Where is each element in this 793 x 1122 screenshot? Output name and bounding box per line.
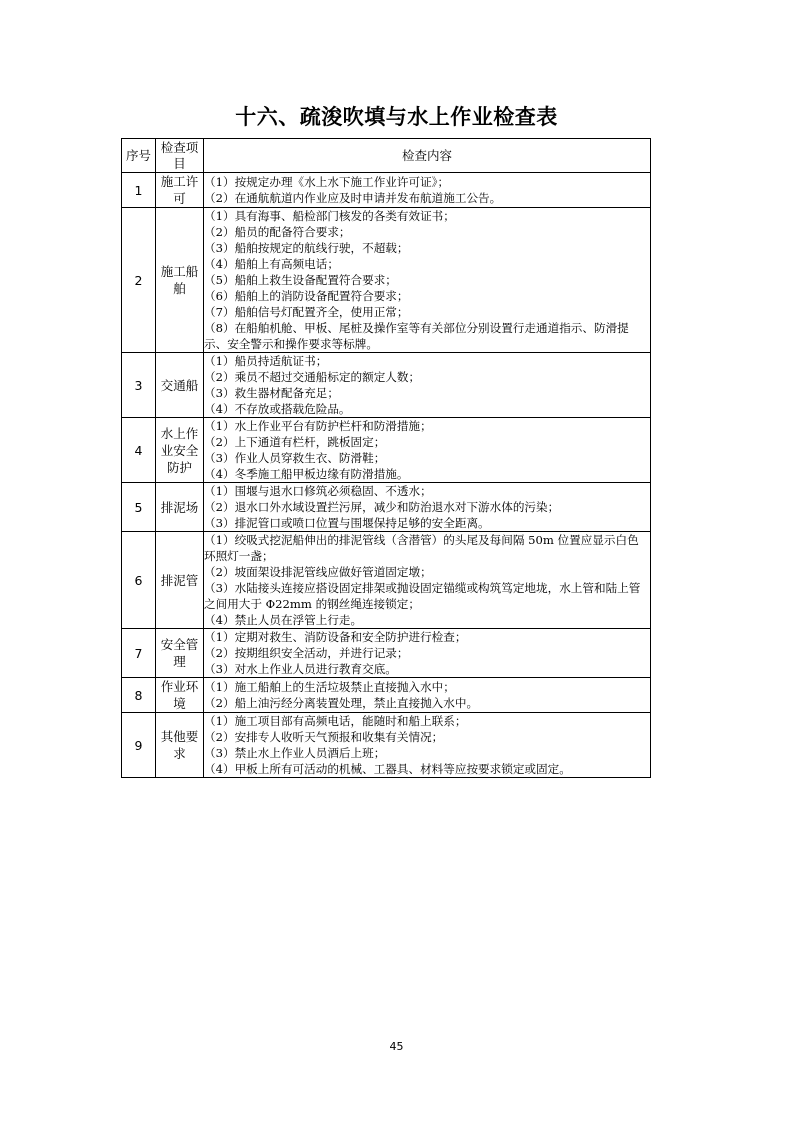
row-content — [204, 353, 651, 418]
row-content — [204, 678, 651, 713]
row-item: 安全管理 — [156, 629, 204, 678]
table-row — [122, 173, 651, 208]
table-row — [122, 418, 651, 483]
row-item: 作业环境 — [156, 678, 204, 713]
row-content — [204, 173, 651, 208]
header-seq: 序号 — [122, 139, 156, 173]
page-title: 十六、疏浚吹填与水上作业检查表 — [235, 105, 558, 129]
content-line: （1）施工项目部有高频电话，能随时和船上联系； — [204, 714, 467, 728]
content-line: （1）施工船舶上的生活垃圾禁止直接抛入水中； — [204, 680, 455, 694]
content-line: （1）水上作业平台有防护栏杆和防滑措施； — [204, 419, 432, 433]
row-seq: 6 — [122, 532, 156, 629]
row-item: 排泥管 — [156, 532, 204, 629]
table-row — [122, 483, 651, 532]
row-seq: 2 — [122, 208, 156, 353]
content-line: （4）不存放或搭载危险品。 — [204, 402, 351, 416]
row-item: 施工船舶 — [156, 208, 204, 353]
row-item: 排泥场 — [156, 483, 204, 532]
row-content — [204, 629, 651, 678]
table-row — [122, 208, 651, 353]
row-item: 施工许可 — [156, 173, 204, 208]
table-header-row — [122, 139, 651, 173]
content-line: （3）排泥管口或喷口位置与围堰保持足够的安全距离。 — [204, 516, 490, 530]
content-line: （3）船舶按规定的航线行驶，不超载； — [204, 241, 409, 255]
row-seq: 5 — [122, 483, 156, 532]
page-number: 45 — [389, 1040, 404, 1053]
content-line: （1）定期对救生、消防设备和安全防护进行检查； — [204, 630, 467, 644]
content-line: （2）船员的配备符合要求； — [204, 225, 351, 239]
table-row — [122, 353, 651, 418]
row-item: 交通船 — [156, 353, 204, 418]
content-line: （7）船舶信号灯配置齐全，使用正常； — [204, 305, 409, 319]
content-line: （2）乘员不超过交通船标定的额定人数； — [204, 370, 421, 384]
content-line: （4）禁止人员在浮管上行走。 — [204, 613, 363, 627]
row-item: 其他要求 — [156, 713, 204, 778]
content-line: （2）坡面架设排泥管线应做好管道固定墩； — [204, 565, 432, 579]
content-line: （1）围堰与退水口修筑必须稳固、不透水； — [204, 484, 432, 498]
content-line: （3）救生器材配备充足； — [204, 386, 339, 400]
row-seq: 8 — [122, 678, 156, 713]
content-line: （2）安排专人收听天气预报和收集有关情况； — [204, 730, 444, 744]
row-item: 水上作业安全防护 — [156, 418, 204, 483]
row-seq: 9 — [122, 713, 156, 778]
table-row — [122, 532, 651, 629]
content-line: （4）冬季施工船甲板边缘有防滑措施。 — [204, 467, 409, 481]
row-content — [204, 532, 651, 629]
content-line: （2）上下通道有栏杆，跳板固定； — [204, 435, 386, 449]
row-content — [204, 418, 651, 483]
content-line: （2）退水口外水域设置拦污屏，减少和防治退水对下游水体的污染； — [204, 500, 560, 514]
content-line: （1）按规定办理《水上水下施工作业许可证》； — [204, 175, 450, 189]
content-line: （1）绞吸式挖泥船伸出的排泥管线（含潜管）的头尾及每间隔 50m 位置应显示白色环照灯一盏； — [204, 533, 639, 563]
row-seq: 4 — [122, 418, 156, 483]
row-seq: 7 — [122, 629, 156, 678]
table-row — [122, 713, 651, 778]
content-line: （3）作业人员穿救生衣、防滑鞋； — [204, 451, 386, 465]
table-row — [122, 629, 651, 678]
header-item: 检查项目 — [156, 139, 204, 173]
content-line: （4）船舶上有高频电话； — [204, 257, 339, 271]
content-line: （3）禁止水上作业人员酒后上班； — [204, 746, 386, 760]
row-content — [204, 208, 651, 353]
row-seq: 1 — [122, 173, 156, 208]
content-line: （2）按期组织安全活动，并进行记录； — [204, 646, 409, 660]
content-line: （1）船员持适航证书； — [204, 354, 328, 368]
content-line: （4）甲板上所有可活动的机械、工器具、材料等应按要求锁定或固定。 — [204, 762, 571, 776]
content-line: （3）对水上作业人员进行教育交底。 — [204, 662, 397, 676]
content-line: （2）船上油污经分离装置处理，禁止直接抛入水中。 — [204, 696, 479, 710]
table-row — [122, 678, 651, 713]
content-line: （1）具有海事、船检部门核发的各类有效证书； — [204, 209, 455, 223]
row-content — [204, 713, 651, 778]
inspection-table — [121, 138, 651, 778]
content-line: （5）船舶上救生设备配置符合要求； — [204, 273, 397, 287]
content-line: （8）在船舶机舱、甲板、尾桩及操作室等有关部位分别设置行走通道指示、防滑提示、安全警示和操作要求等标牌。 — [204, 321, 629, 351]
row-content — [204, 483, 651, 532]
content-line: （3）水陆接头连接应搭设固定排架或抛设固定锚缆或构筑笃定地垅，水上管和陆上管之间用大于 Φ22mm 的钢丝绳连接锁定； — [204, 581, 641, 611]
header-content: 检查内容 — [204, 139, 651, 173]
row-seq: 3 — [122, 353, 156, 418]
content-line: （2）在通航航道内作业应及时申请并发布航道施工公告。 — [204, 191, 502, 205]
content-line: （6）船舶上的消防设备配置符合要求； — [204, 289, 409, 303]
